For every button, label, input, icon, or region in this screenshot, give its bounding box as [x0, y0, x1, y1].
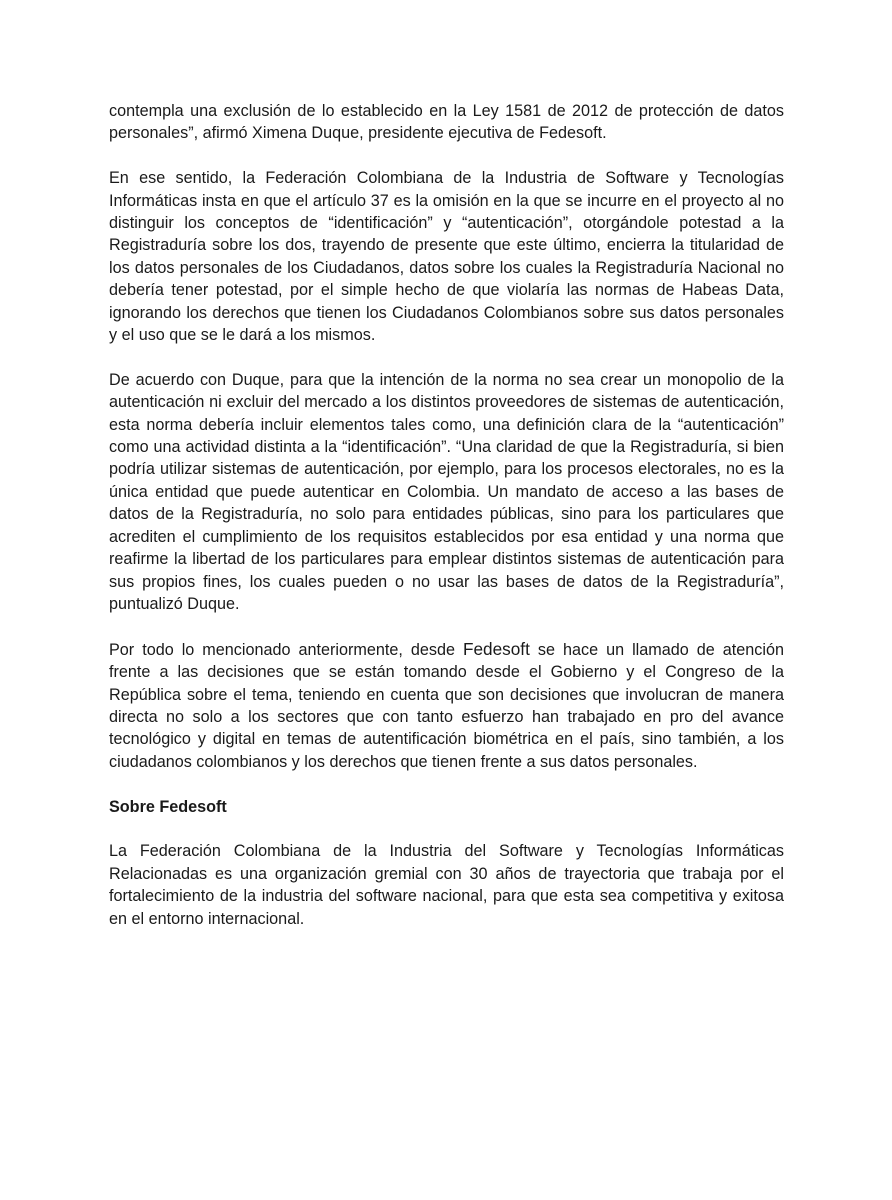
paragraph-text-after-brand: se hace un llamado de atención frente a las decisiones que se están tomando desde el Gobierno y el Congreso de la República sobre el tema, teniendo en cuenta que son decisiones que involucran de manera directa no solo a los sectores que con tanto esfuerzo han trabajado en pro del avance tecnológico y digital en temas de autentificación biométrica en el país, sino también, a los ciudadanos colombianos y los derechos que tienen frente a sus datos personales. [109, 640, 784, 771]
paragraph-call-to-attention [109, 638, 784, 773]
brand-name-fedesoft: Fedesoft [462, 638, 530, 659]
paragraph-article-37: En ese sentido, la Federación Colombiana de la Industria de Software y Tecnologías Informáticas insta en que el artículo 37 es la omisión en la que se incurre en el proyecto al no distinguir los conceptos de “identificación” y “autenticación”, otorgándole potestad a la Registraduría sobre los dos, trayendo de presente que este último, encierra la titularidad de los datos personales de los Ciudadanos, datos sobre los cuales la Registraduría Nacional no debería tener potestad, por el simple hecho de que violaría las normas de Habeas Data, ignorando los derechos que tienen los Ciudadanos Colombianos sobre sus datos personales y el uso que se le dará a los mismos. [109, 169, 784, 345]
document-body [109, 100, 784, 952]
paragraph-quote-continuation: contempla una exclusión de lo establecido en la Ley 1581 de 2012 de protección de datos personales”, afirmó Ximena Duque, presidente ejecutiva de Fedesoft. [109, 102, 784, 143]
about-heading: Sobre Fedesoft [109, 797, 227, 816]
paragraph-text-before-brand: Por todo lo mencionado anteriormente, desde [109, 640, 463, 659]
about-paragraph: La Federación Colombiana de la Industria del Software y Tecnologías Informáticas Relacionadas es una organización gremial con 30 años de trayectoria que trabaja por el fortalecimiento de la industria del software nacional, para que esta sea competitiva y exitosa en el entorno internacional. [109, 842, 784, 928]
paragraph-duque-proposal: De acuerdo con Duque, para que la intención de la norma no sea crear un monopolio de la autenticación ni excluir del mercado a los distintos proveedores de sistemas de autenticación, esta norma debería incluir elementos tales como, una definición clara de la “autenticación” como una actividad distinta a la “identificación”. “Una claridad de que la Registraduría, si bien podría utilizar sistemas de autenticación, por ejemplo, para los procesos electorales, no es la única entidad que puede autenticar en Colombia. Un mandato de acceso a las bases de datos de la Registraduría, no solo para entidades públicas, sino para los particulares que acrediten el cumplimiento de los requisitos establecidos por esa entidad y una norma que reafirme la libertad de los particulares para emplear distintos sistemas de autenticación para sus propios fines, los cuales pueden o no usar las bases de datos de la Registraduría”, puntualizó Duque. [109, 370, 784, 613]
